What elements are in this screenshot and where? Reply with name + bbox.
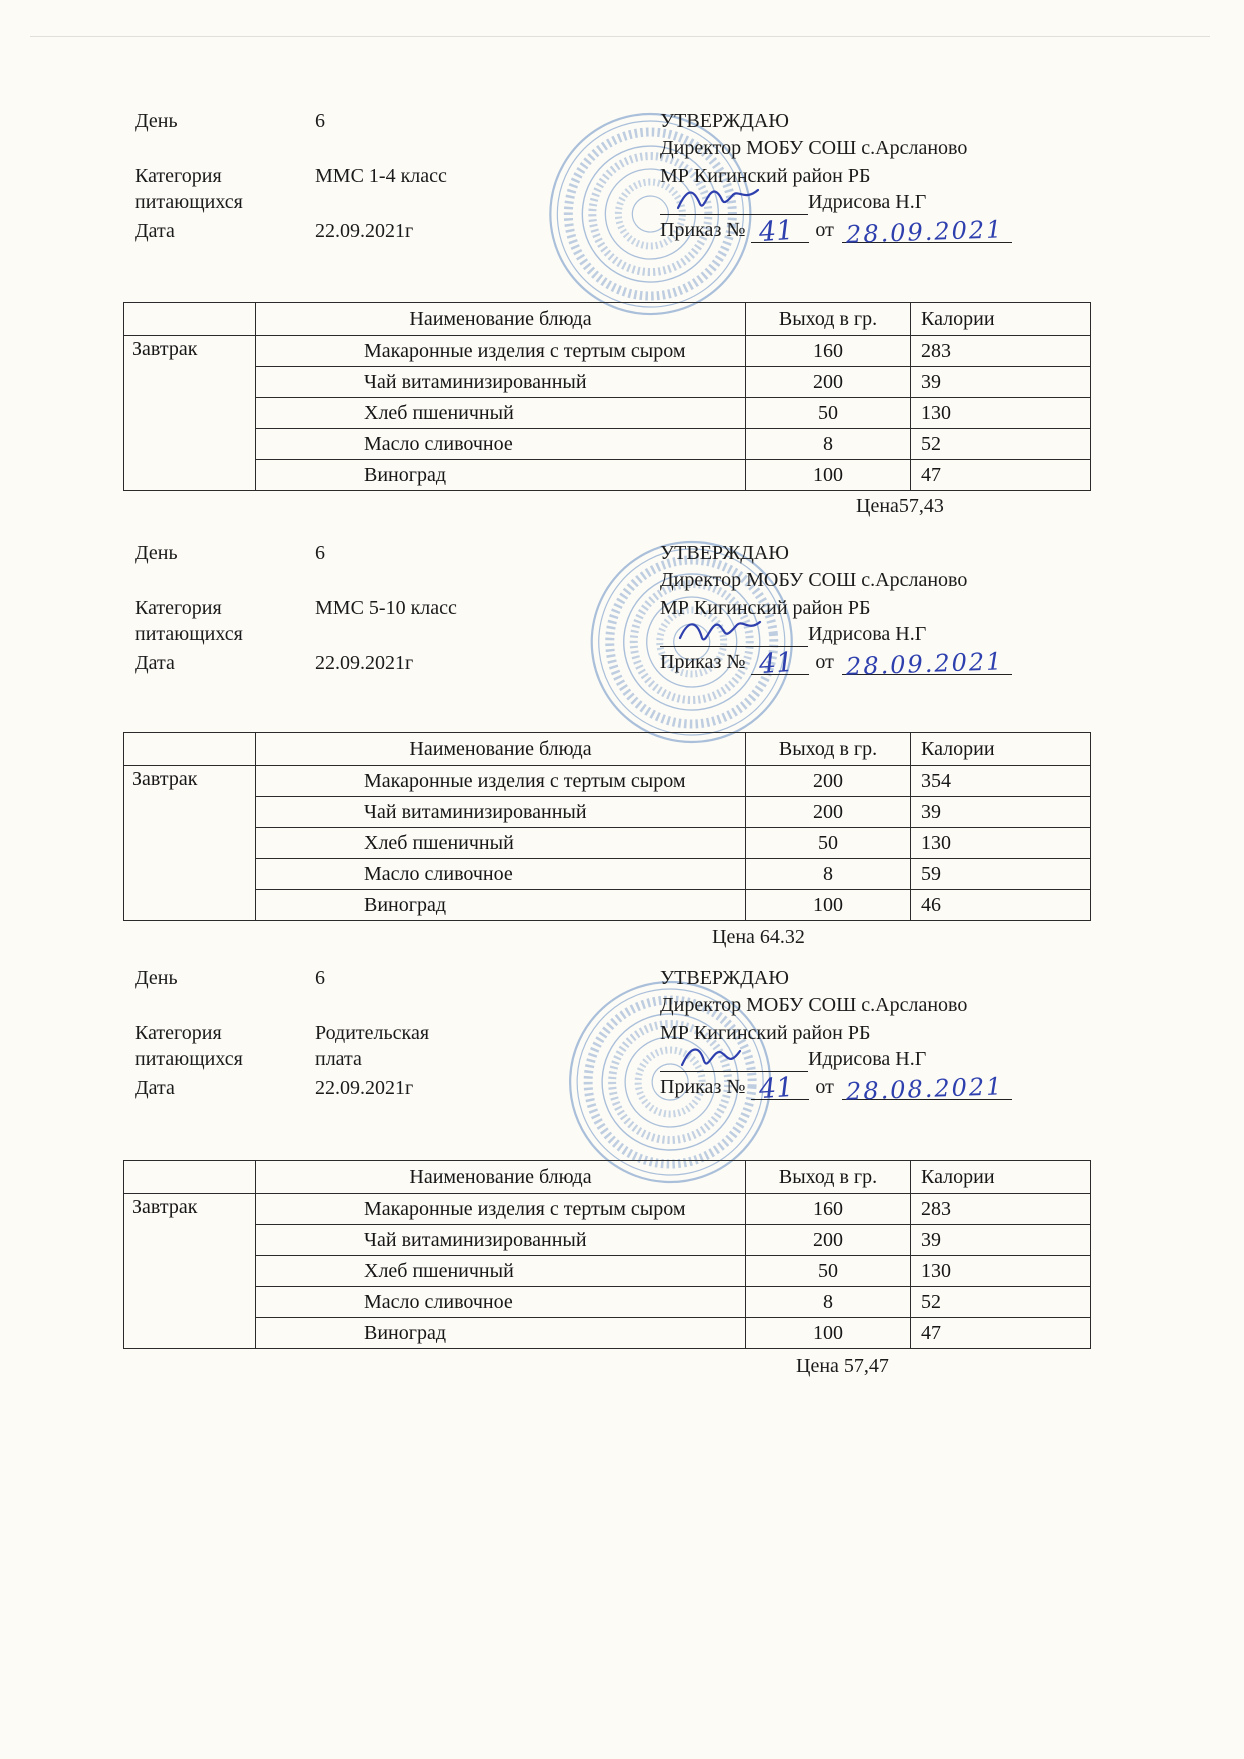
day-value: 6 [315,542,325,564]
signature-line [660,621,926,647]
day-label: День [135,967,178,989]
signature-blank [660,1050,808,1072]
dish-weight: 8 [746,429,911,460]
approve-director-line: Директор МОБУ СОШ с.Арсланово [660,994,968,1016]
date-value: 22.09.2021г [315,652,414,674]
table-row [124,890,1091,921]
dish-calories: 283 [911,1194,1091,1225]
dish-weight: 200 [746,367,911,398]
date-label: Дата [135,652,175,674]
dish-name: Масло сливочное [256,859,746,890]
dish-weight: 100 [746,460,911,491]
dish-calories: 283 [911,336,1091,367]
table-header-row [124,303,1091,336]
order-line [660,646,1012,681]
col-header-dish: Наименование блюда [256,303,746,336]
col-header-calories: Калории [911,1161,1091,1194]
table-row [124,1194,1091,1225]
col-header-calories: Калории [911,733,1091,766]
dish-name: Виноград [256,890,746,921]
menu-section-2 [0,540,1244,970]
dish-name: Масло сливочное [256,429,746,460]
order-number-blank [751,1071,809,1106]
signature-line [660,1046,926,1072]
table-row [124,367,1091,398]
dish-calories: 130 [911,1256,1091,1287]
dish-calories: 52 [911,429,1091,460]
dish-weight: 100 [746,890,911,921]
menu-section-1 [0,108,1244,538]
table-row [124,1287,1091,1318]
dish-calories: 59 [911,859,1091,890]
corner-cell [124,733,256,766]
price-line: Цена57,43 [856,495,944,517]
dish-weight: 200 [746,766,911,797]
price-line: Цена 64.32 [712,926,805,948]
dish-calories: 52 [911,1287,1091,1318]
table-row [124,797,1091,828]
signer-name: Идрисова Н.Г [808,623,927,645]
dish-name: Чай витаминизированный [256,1225,746,1256]
signature-line [660,189,926,215]
dish-name: Хлеб пшеничный [256,828,746,859]
signature-blank [660,625,808,647]
category-value: ММС 5-10 класс [315,597,457,619]
dish-name: Масло сливочное [256,1287,746,1318]
menu-table [123,732,1091,921]
order-date-blank [842,1072,1012,1106]
table-row [124,1318,1091,1349]
dish-name: Хлеб пшеничный [256,1256,746,1287]
table-row [124,429,1091,460]
menu-table [123,302,1091,491]
col-header-weight: Выход в гр. [746,1161,911,1194]
day-label: День [135,542,178,564]
dish-calories: 354 [911,766,1091,797]
order-line [660,1071,1012,1106]
date-value: 22.09.2021г [315,1077,414,1099]
order-label: Приказ № [660,219,746,241]
dish-weight: 50 [746,828,911,859]
order-date-handwritten: 28.08.2021 [845,1072,1004,1106]
dish-weight: 50 [746,398,911,429]
table-row [124,1256,1091,1287]
dish-calories: 46 [911,890,1091,921]
dish-calories: 130 [911,398,1091,429]
order-date-handwritten: 28.09.2021 [845,647,1004,681]
order-from-label: от [815,219,834,241]
order-date-handwritten: 28.09.2021 [845,215,1004,249]
scan-artifact-line [30,36,1210,37]
menu-table [123,1160,1091,1349]
signature-blank [660,193,808,215]
dish-name: Чай витаминизированный [256,367,746,398]
table-row [124,828,1091,859]
dish-calories: 130 [911,828,1091,859]
signer-name: Идрисова Н.Г [808,1048,927,1070]
order-number-handwritten: 41 [758,214,795,249]
order-number-blank [751,646,809,681]
table-row [124,460,1091,491]
dish-weight: 8 [746,1287,911,1318]
order-label: Приказ № [660,1076,746,1098]
order-label: Приказ № [660,651,746,673]
date-label: Дата [135,1077,175,1099]
dish-name: Макаронные изделия с тертым сыром [256,336,746,367]
approve-title: УТВЕРЖДАЮ [660,967,789,989]
dish-name: Хлеб пшеничный [256,398,746,429]
table-row [124,336,1091,367]
category-label: Категория питающихся [135,1022,243,1070]
col-header-weight: Выход в гр. [746,733,911,766]
col-header-dish: Наименование блюда [256,1161,746,1194]
table-header-row [124,1161,1091,1194]
category-value: Родительская плата [315,1022,430,1070]
price-line: Цена 57,47 [796,1355,889,1377]
day-value: 6 [315,967,325,989]
dish-weight: 200 [746,797,911,828]
col-header-weight: Выход в гр. [746,303,911,336]
dish-name: Макаронные изделия с тертым сыром [256,1194,746,1225]
category-label: Категория питающихся [135,597,243,645]
order-date-blank [842,647,1012,681]
date-value: 22.09.2021г [315,220,414,242]
dish-calories: 39 [911,797,1091,828]
dish-name: Виноград [256,460,746,491]
approve-director-line: Директор МОБУ СОШ с.Арсланово [660,137,968,159]
table-row [124,398,1091,429]
dish-weight: 8 [746,859,911,890]
category-value: ММС 1-4 класс [315,165,447,187]
approve-district-line: МР Кигинский район РБ [660,597,871,619]
menu-section-3 [0,965,1244,1395]
approve-district-line: МР Кигинский район РБ [660,1022,871,1044]
meal-label: Завтрак [124,766,256,921]
approve-title: УТВЕРЖДАЮ [660,110,789,132]
dish-weight: 160 [746,1194,911,1225]
order-from-label: от [815,651,834,673]
order-line [660,214,1012,249]
table-row [124,766,1091,797]
dish-name: Виноград [256,1318,746,1349]
date-label: Дата [135,220,175,242]
approve-director-line: Директор МОБУ СОШ с.Арсланово [660,569,968,591]
dish-calories: 47 [911,460,1091,491]
order-number-blank [751,214,809,249]
approve-district-line: МР Кигинский район РБ [660,165,871,187]
dish-calories: 47 [911,1318,1091,1349]
dish-name: Чай витаминизированный [256,797,746,828]
signature-scribble [674,614,764,648]
table-row [124,859,1091,890]
dish-weight: 160 [746,336,911,367]
dish-calories: 39 [911,1225,1091,1256]
approve-title: УТВЕРЖДАЮ [660,542,789,564]
order-date-blank [842,215,1012,249]
signer-name: Идрисова Н.Г [808,191,927,213]
dish-weight: 100 [746,1318,911,1349]
col-header-calories: Калории [911,303,1091,336]
day-value: 6 [315,110,325,132]
col-header-dish: Наименование блюда [256,733,746,766]
corner-cell [124,1161,256,1194]
dish-weight: 50 [746,1256,911,1287]
corner-cell [124,303,256,336]
day-label: День [135,110,178,132]
dish-weight: 200 [746,1225,911,1256]
dish-name: Макаронные изделия с тертым сыром [256,766,746,797]
order-number-handwritten: 41 [758,1071,795,1106]
meal-label: Завтрак [124,336,256,491]
signature-scribble [674,182,764,216]
signature-scribble [674,1039,764,1073]
meal-label: Завтрак [124,1194,256,1349]
order-number-handwritten: 41 [758,646,795,681]
order-from-label: от [815,1076,834,1098]
table-row [124,1225,1091,1256]
table-header-row [124,733,1091,766]
dish-calories: 39 [911,367,1091,398]
category-label: Категория питающихся [135,165,243,213]
